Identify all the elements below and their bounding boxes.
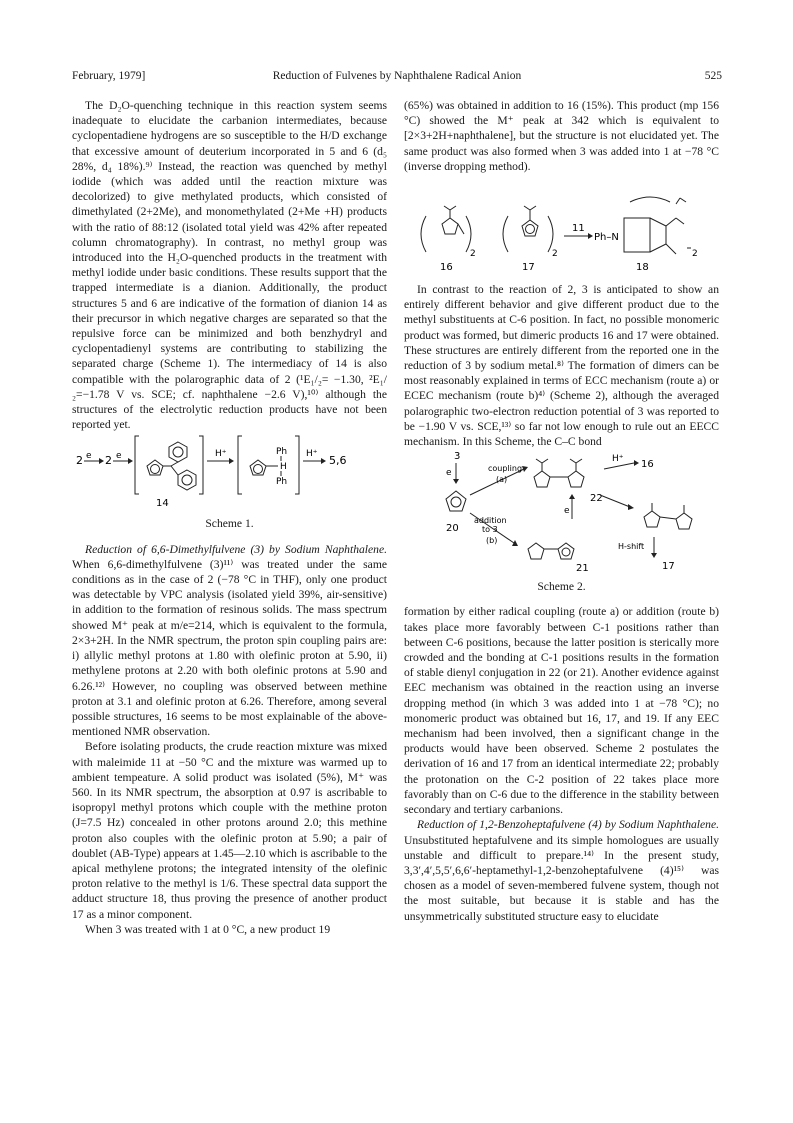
scheme2-label-21: 21 xyxy=(576,563,589,575)
page-number: 525 xyxy=(704,70,722,82)
paragraph: Before isolating products, the crude reaction mixture was mixed with maleimide 11 at −50 °C and the mixture was warmed up to ambient tempeature. A solid product was isolated (5%), M⁺ was 560. In its NMR spectrum, the absorption at 0.97 is ascribable to isopropyl methyl protons which couple with the methine proton (J=7.5 Hz) concealed in other protons around 2.0; this methine proton also couples with the olefinic proton at 5.90; a pair of doublet (AB-Type) appears at 1.45—2.10 which is ascribable to the apical methylene protons; the integrated intensity of the olefinic proton relative to the methyl is 1/6. These spectral data support the adduct structure 18, thus proving the presence of another product 17 as a minor component. xyxy=(72,740,387,921)
scheme-2-figure xyxy=(404,449,719,577)
paragraph: The D₂O-quenching technique in this reaction system seems inadequate to elucidate the carbanion intermediates, because cyclopentadiene hydrogens are so susceptible to the H/D exchange that excessive amount of deuterium incorporated in 5 and 6 (d₅ 28%, d₄ 18%).⁹⁾ Instead, the reaction was quenched by methyl iodide (which was added until the reaction mixture was decolorized) to give methylated products, which consisted of dimethylated (2+2Me), and monomethylated (2+Me +H) products with the ratio of 88:12 (isolated total yield was 42% after repeated column chromatography). In contrast, no methyl group was introduced into the H₂O-quenched products in the treatment with methyl iodide under basic conditions. These results support that the trapped intermediate is a dianion. Additionally, the product structures 5 and 6 are indicative of the formation of dianion 14 as their precursor in which negative charges are separated so that the repulsive force can be minimized and both benzhydryl and cyclopentadienyl systems are contributing to stabilizing the separated charge (Scheme 1). The intermediacy of 14 is also compatible with the polarographic data of 2 (¹E₁/₂= −1.30, ²E₁/₂=−1.78 V vs. SCE; cf. naphthalene −2.6 V),¹⁰⁾ although the structures of the electrolytic reduction products have not been reported yet. xyxy=(72,99,387,432)
header-date: February, 1979] xyxy=(72,70,146,82)
scheme2-label-16: 16 xyxy=(641,459,654,471)
scheme-2-caption: Scheme 2. xyxy=(537,580,586,594)
scheme1-e2: e xyxy=(116,451,122,462)
fig-sub-2c: 2 xyxy=(692,249,698,260)
section-heading: Reduction of 1,2-Benzoheptafulvene (4) by Sodium Naphthalene. xyxy=(417,818,719,832)
scheme2-to3: to 3 xyxy=(482,525,498,535)
scheme1-h: H xyxy=(280,462,287,473)
paragraph: When 3 was treated with 1 at 0 °C, a new product 19 xyxy=(85,922,331,936)
scheme2-e-top: e xyxy=(446,468,452,479)
dimer-structures-figure xyxy=(404,174,719,282)
fig-label-16: 16 xyxy=(440,262,453,274)
scheme2-label-3: 3 xyxy=(454,451,461,463)
fig-reagent-11: 11 xyxy=(572,223,585,235)
scheme1-product: 5,6 xyxy=(329,454,347,468)
scheme2-hshift: H-shift xyxy=(618,542,645,552)
scheme-1-caption: Scheme 1. xyxy=(205,517,254,531)
scheme1-start: 2 xyxy=(76,454,83,468)
scheme2-label-22: 22 xyxy=(590,493,603,505)
scheme2-coupling: coupling xyxy=(488,464,523,474)
scheme2-route-a: (a) xyxy=(496,475,508,485)
scheme1-ph-top: Ph xyxy=(276,447,288,458)
paragraph: In contrast to the reaction of 2, 3 is anticipated to show an entirely different behavior and give different product due to the methyl substituents at C-6 position. In fact, no possible monomeric product was formed, but dimeric products 16 and 17 were obtained. These structures are entirely different from the reported one in the reduction of 3 by sodium metal.⁸⁾ The formation of dimers can be most reasonably explained in terms of ECC mechanism (route a) or ECEC mechanism (route b)⁴⁾ (Scheme 2), although the averaged polarographic two-electron reduction potential of 3 was reported to be −1.90 V vs. SCE,¹³⁾ so far not low enough to rule out an EECC mechanism. In this Scheme, the C–C bond xyxy=(404,283,719,449)
fig-label-17: 17 xyxy=(522,262,535,274)
scheme2-hplus: H⁺ xyxy=(612,454,624,465)
paragraph: (65%) was obtained in addition to 16 (15%). This product (mp 156 °C) showed the M⁺ peak at 342 which is equivalent to [2×3+2H+naphthalene], but the structure is not elucidated yet. The same product was also formed when 3 was added into 1 at −78 °C (inverse dropping method). xyxy=(404,99,719,173)
running-header xyxy=(72,70,722,86)
scheme1-e1: e xyxy=(86,451,92,462)
paragraph: formation by either radical coupling (route a) or addition (route b) takes place more favorably between C-1 positions rather than between C-6 positions, because the latter position is sterically more crowded and the bonding at C-1 positions results in the formation of stable dienyl conjugation in 22 (or 21). Another evidence against EEC mechanism was obtained in the reaction using an inverse dropping method (in which 3 was added into 1 at −78 °C); no monomeric product was obtained but 16, 17, and 19. If any EEC mechanism had been involved, then a significant change in the products would have been observed. Scheme 2 postulates the derivation of 16 and 17 from an identical intermediate 22; probably the protonation on the C-2 position of 22 takes place more favorably than on C-6 due to the difference in the stability between secondary and tertiary carbanions. xyxy=(404,605,719,817)
left-column xyxy=(72,98,387,937)
section-heading: Reduction of 6,6-Dimethylfulvene (3) by Sodium Naphthalene. xyxy=(85,542,387,556)
fig-label-18: 18 xyxy=(636,262,649,274)
scheme1-hplus-2: H⁺ xyxy=(306,449,318,460)
scheme2-label-17: 17 xyxy=(662,561,675,573)
scheme1-mid: 2 xyxy=(105,454,112,468)
fig-sub-2b: 2 xyxy=(552,249,558,260)
scheme2-e-mid: e xyxy=(564,506,570,517)
scheme1-ph-bottom: Ph xyxy=(276,477,288,488)
header-title: Reduction of Fulvenes by Naphthalene Radical Anion xyxy=(272,70,522,82)
scheme1-label-14: 14 xyxy=(156,498,169,510)
scheme2-route-b: (b) xyxy=(486,536,498,546)
scheme2-label-20: 20 xyxy=(446,523,459,535)
scheme-1-figure xyxy=(72,432,387,514)
scheme1-hplus-1: H⁺ xyxy=(215,449,227,460)
paragraph: When 6,6-dimethylfulvene (3)¹¹⁾ was treated under the same conditions as in the case of 2 (−78 °C in THF), only one product was detectable by VPC analysis (isolated yield 39%, air-sensitive) in addition to the formation of resinous solids. The mass spectrum showed M⁺ peak at m/e=214, which is equivalent to the formula, 2×3+2H. In the NMR spectrum, the proton spin coupling pairs are: i) allylic methyl protons at 1.80 with olefinic proton at 5.90, ii) methylene protons at 2.20 with both olefinic protons at 5.90 and 6.26.¹²⁾ However, no coupling was observed between methine proton at 3.1 and olefinic proton at 6.26. Therefore, among several possible structures, 16 seems to be most explainable of the above-mentioned NMR observation. xyxy=(72,557,387,739)
paragraph: Unsubstituted heptafulvene and its simple homologues are usually unstable and difficult to prepare.¹⁴⁾ In the present study, 3,3′,4′,5,5′,6,6′-heptamethyl-1,2-benzoheptafulvene (4)¹⁵⁾ was chosen as a model of seven-membered fulvene system, though not the most suitable, but because it is stable and has the unsymmetrically substituted structure easy to elucidate xyxy=(404,833,719,923)
fig-sub-2a: 2 xyxy=(470,249,476,260)
scheme2-addition: addition xyxy=(474,516,507,526)
right-column xyxy=(404,98,719,924)
fig-ph-n: Ph–N xyxy=(594,232,619,244)
